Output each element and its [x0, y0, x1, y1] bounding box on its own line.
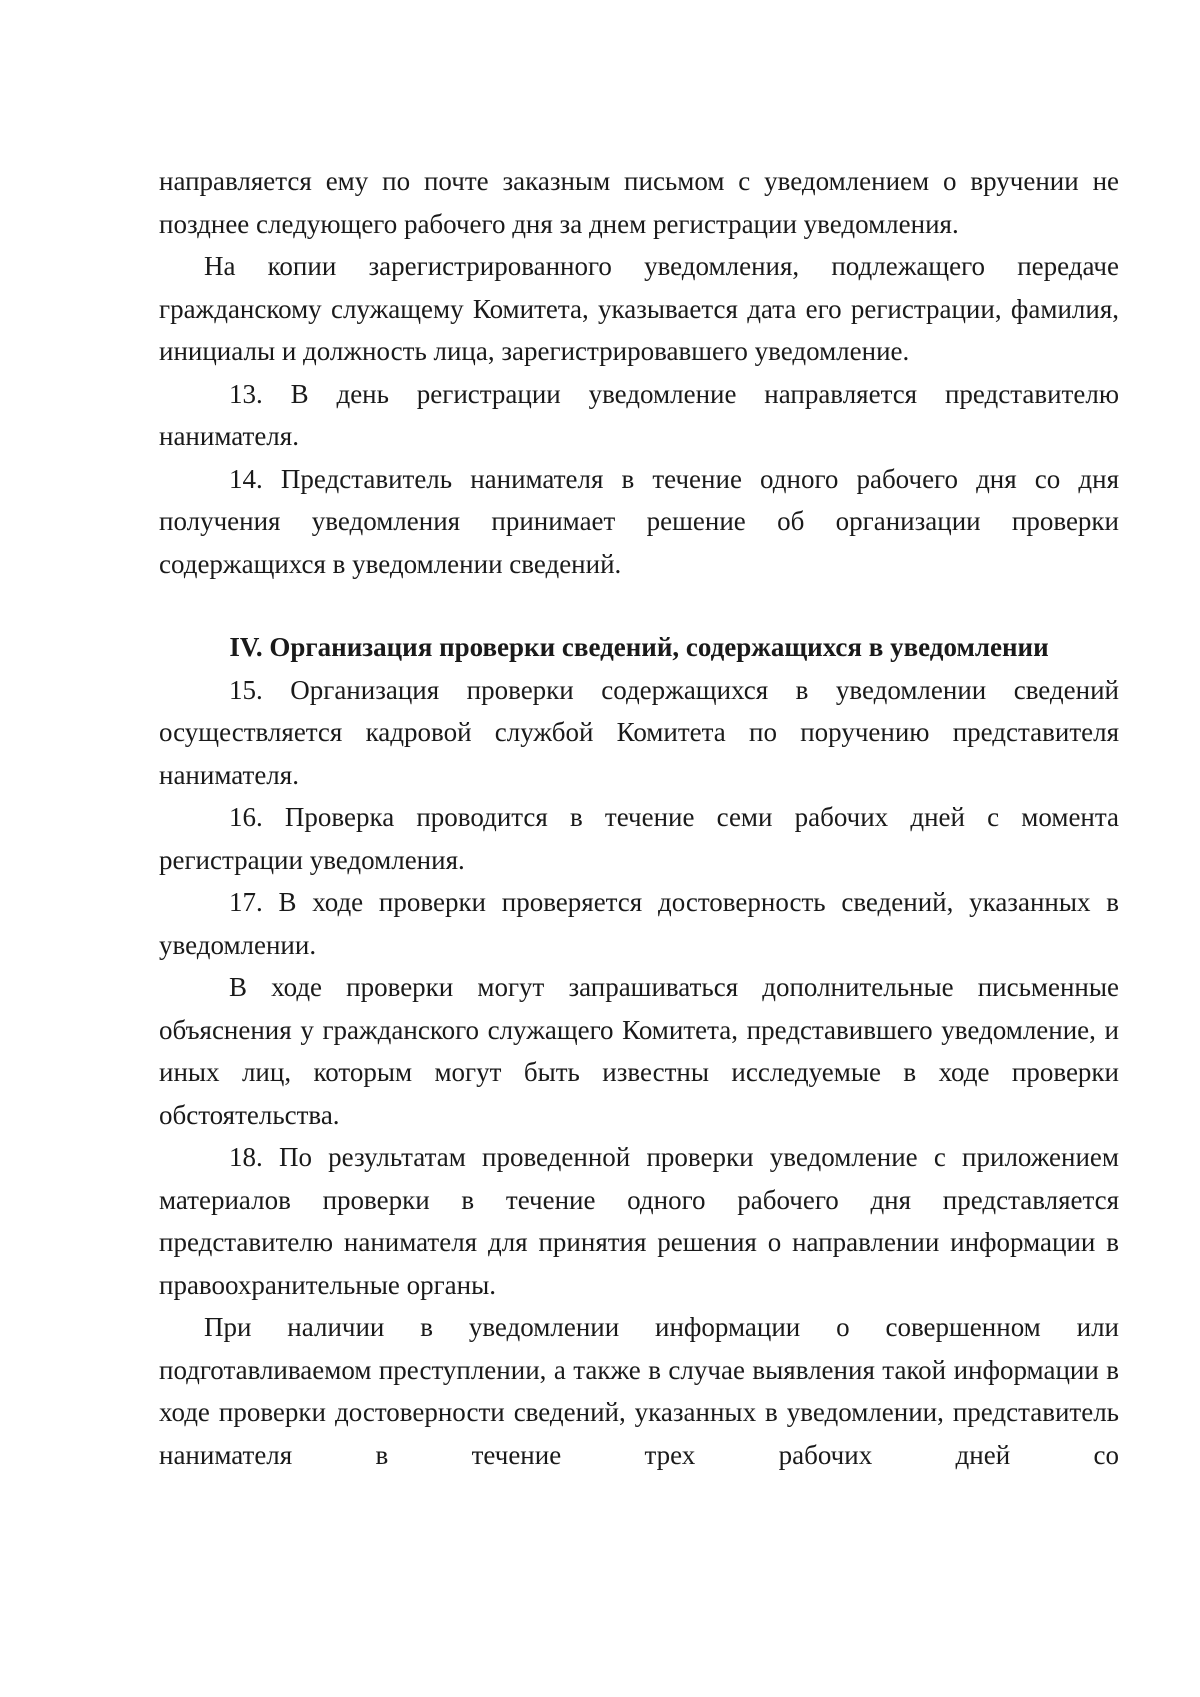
- paragraph-item-13: 13. В день регистрации уведомление направляется представителю нанимателя.: [159, 378, 1119, 451]
- paragraph-item-18: 18. По результатам проведенной проверки уведомление с приложением материалов проверки в течение одного рабочего дня представляется представителю нанимателя для принятия решения о направлении информации в правоохранительные органы.: [159, 1142, 1119, 1300]
- paragraph-item-17: 17. В ходе проверки проверяется достоверность сведений, указанных в уведомлении.: [159, 887, 1119, 960]
- paragraph-item-14: 14. Представитель нанимателя в течение одного рабочего дня со дня получения уведомления принимает решение об организации проверки содержащихся в уведомлении сведений.: [159, 463, 1119, 579]
- paragraph-crime-information: При наличии в уведомлении информации о совершенном или подготавливаемом преступлении, а также в случае выявления такой информации в ходе проверки достоверности сведений, указанных в уведомлении, представитель нанимателя в течение трех рабочих дней со: [159, 1312, 1119, 1470]
- paragraph-item-16: 16. Проверка проводится в течение семи рабочих дней с момента регистрации уведомления.: [159, 802, 1119, 875]
- paragraph-copy-registration: На копии зарегистрированного уведомления, подлежащего передаче гражданскому служащему Комитета, указывается дата его регистрации, фамилия, инициалы и должность лица, зарегистрировавшего уведомление.: [159, 251, 1119, 366]
- paragraph-item-15: 15. Организация проверки содержащихся в уведомлении сведений осуществляется кадровой службой Комитета по поручению представителя нанимателя.: [159, 674, 1119, 790]
- document-body: [159, 160, 1119, 1476]
- paragraph-continuation: направляется ему по почте заказным письмом с уведомлением о вручении не позднее следующего рабочего дня за днем регистрации уведомления.: [159, 166, 1119, 239]
- paragraph-additional-explanations: В ходе проверки могут запрашиваться дополнительные письменные объяснения у гражданского служащего Комитета, представившего уведомление, и иных лиц, которым могут быть известны исследуемые в ходе проверки обстоятельства.: [159, 972, 1119, 1130]
- section-heading: IV. Организация проверки сведений, содержащихся в уведомлении: [229, 632, 1049, 662]
